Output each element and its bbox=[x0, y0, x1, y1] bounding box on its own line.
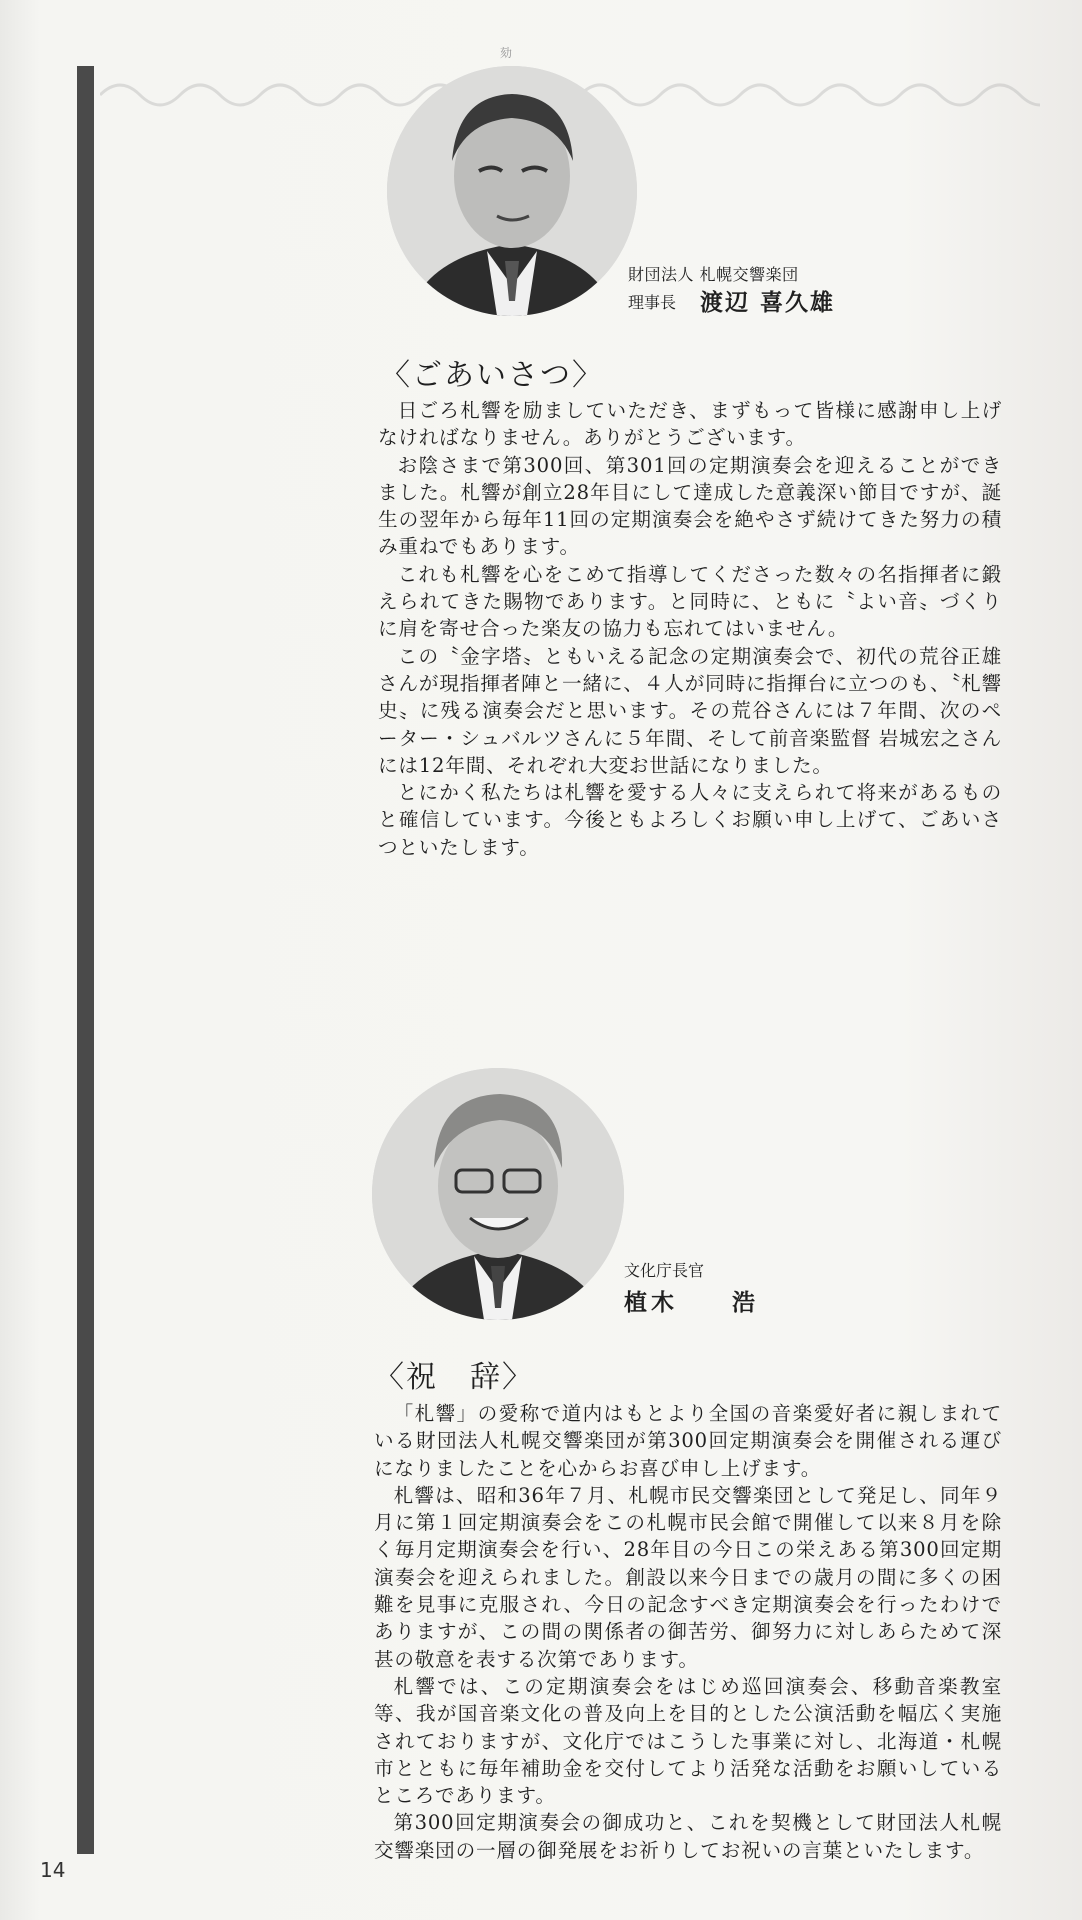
page-number: 14 bbox=[40, 1858, 66, 1882]
portrait-watanabe bbox=[387, 66, 637, 316]
greeting-paragraph: 日ごろ札響を励ましていただき、まずもって皆様に感謝申し上げなければなりません。ありがとうございます。 bbox=[378, 399, 1002, 450]
congrats-name: 植木 浩 bbox=[624, 1289, 759, 1316]
congrats-paragraph: 「札響」の愛称で道内はもとより全国の音楽愛好者に親しまれている財団法人札幌交響楽団が第300回定期演奏会を開催される運びになりましたことを心からお喜び申し上げます。 bbox=[374, 1402, 1002, 1480]
top-mark: 劾 bbox=[500, 46, 513, 60]
congrats-paragraph: 札響では、この定期演奏会をはじめ巡回演奏会、移動音楽教室等、我が国音楽文化の普及向上を目的とした公演活動を幅広く実施されておりますが、文化庁ではこうした事業に対し、北海道・札幌市とともに毎年補助金を交付してより活発な活動をお願いしているところであります。 bbox=[374, 1674, 1002, 1808]
greeting-heading: 〈ごあいさつ〉 bbox=[380, 358, 604, 393]
greeting-org: 財団法人 札幌交響楽団 bbox=[628, 265, 799, 284]
congrats-title: 文化庁長官 bbox=[624, 1261, 705, 1280]
greeting-paragraph: お陰さまで第300回、第301回の定期演奏会を迎えることができました。札響が創立28年目にして達成した意義深い節目ですが、誕生の翌年から毎年11回の定期演奏会を絶やさず続けてきた努力の積み重ねでもあります。 bbox=[378, 453, 1002, 559]
greeting-paragraph: これも札響を心をこめて指導してくださった数々の名指揮者に鍛えられてきた賜物であります。と同時に、ともに〝よい音〟づくりに肩を寄せ合った楽友の協力も忘れてはいません。 bbox=[378, 562, 1002, 641]
left-vertical-bar bbox=[77, 66, 94, 1854]
greeting-paragraph: この〝金字塔〟ともいえる記念の定期演奏会で、初代の荒谷正雄さんが現指揮者陣と一緒に、４人が同時に指揮台に立つのも、〝札響史〟に残る演奏会だと思います。その荒谷さんには７年間、次のペーター・シュバルツさんに５年間、そして前音楽監督 岩城宏之さんには12年間、それぞれ大変お世話になりました。 bbox=[378, 644, 1002, 777]
portrait-ueki bbox=[372, 1068, 624, 1320]
greeting-name: 渡辺 喜久雄 bbox=[700, 289, 836, 316]
greeting-body bbox=[378, 397, 1002, 861]
congrats-paragraph: 第300回定期演奏会の御成功と、これを契機として財団法人札幌交響楽団の一層の御発展をお祈りしてお祝いの言葉といたします。 bbox=[374, 1811, 1002, 1862]
congrats-paragraph: 札響は、昭和36年７月、札幌市民交響楽団として発足し、同年９月に第１回定期演奏会をこの札幌市民会館で開催して以来８月を除く毎月定期演奏会を行い、28年目の今日この栄えある第300回定期演奏会を迎えられました。創設以来今日までの歳月の間に多くの困難を見事に克服され、今日の記念すべき定期演奏会を行ったわけでありますが、この間の関係者の御苦労、御努力に対しあらためて深甚の敬意を表する次第であります。 bbox=[374, 1483, 1002, 1671]
greeting-title: 理事長 bbox=[628, 293, 677, 312]
congrats-body bbox=[374, 1400, 1002, 1864]
greeting-paragraph: とにかく私たちは札響を愛する人々に支えられて将来があるものと確信しています。今後ともよろしくお願い申し上げて、ごあいさつといたします。 bbox=[378, 781, 1002, 859]
congrats-heading: 〈祝 辞〉 bbox=[374, 1360, 534, 1395]
